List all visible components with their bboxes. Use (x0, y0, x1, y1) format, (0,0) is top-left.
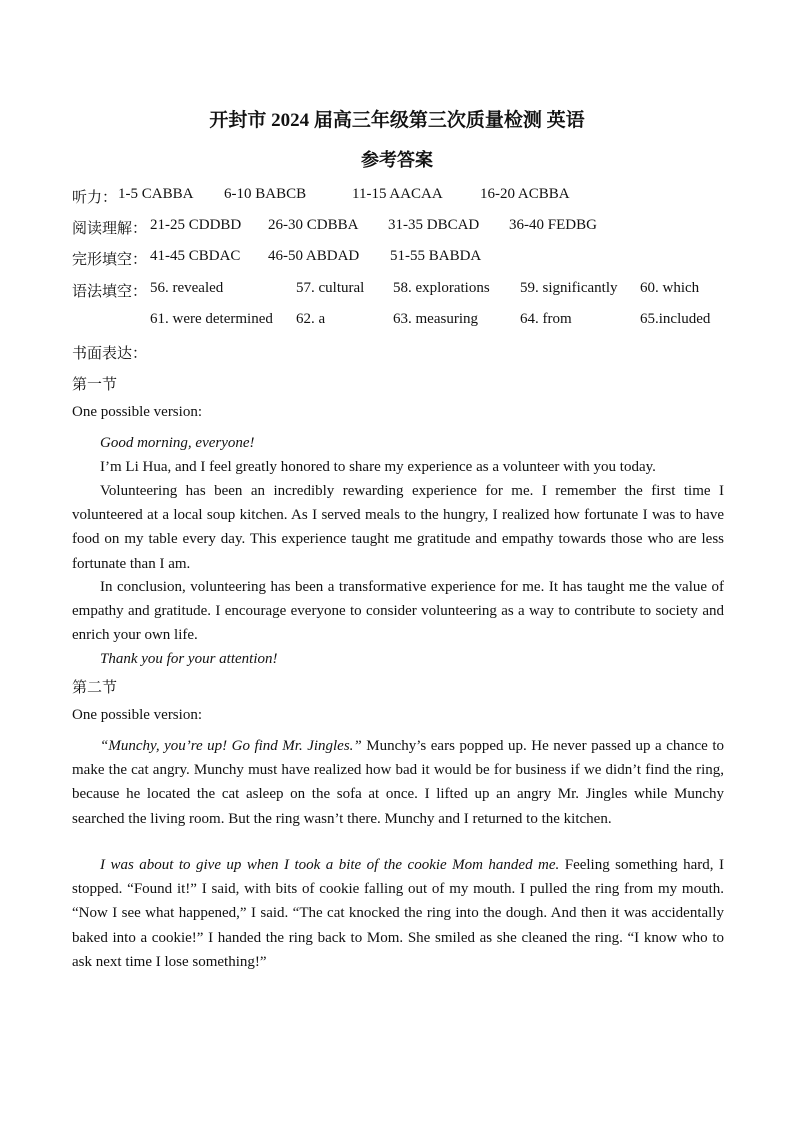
section2-paragraph-lead: I was about to give up when I took a bite of the cookie Mom handed me. (100, 857, 560, 873)
grammar-answer: 56. revealed (150, 280, 224, 296)
section1-paragraph: Volunteering has been an incredibly rewarding experience for me. I remember the first time I volunteered at a local soup kitchen. As I served meals to the hungry, I realized how fortunate I was to have food on my table every day. This experience taught me gratitude and empathy towards those who are less fortunate than I am. (72, 483, 724, 572)
grammar-answer: 58. explorations (393, 280, 490, 296)
grammar-answer: 57. cultural (296, 280, 365, 296)
answer-group: 41-45 CBDAC (150, 248, 241, 264)
section2-paragraph (72, 853, 724, 974)
answer-group: 11-15 AACAA (352, 186, 443, 202)
section1-version-label: One possible version: (72, 404, 202, 420)
page-title: 开封市 2024 届高三年级第三次质量检测 英语 (209, 110, 585, 131)
answer-group: 21-25 CDDBD (150, 217, 242, 233)
grammar-answer: 59. significantly (520, 280, 618, 296)
answer-group: 31-35 DBCAD (388, 217, 480, 233)
reading-label: 阅读理解： (72, 221, 148, 237)
answer-group: 36-40 FEDBG (509, 217, 597, 233)
grammar-answer: 64. from (520, 311, 572, 327)
grammar-answer: 62. a (296, 311, 326, 327)
section1-paragraph: I’m Li Hua, and I feel greatly honored to share my experience as a volunteer with you today. (100, 459, 656, 475)
grammar-label: 语法填空： (72, 284, 148, 300)
answer-group: 46-50 ABDAD (268, 248, 360, 264)
answer-group: 51-55 BABDA (390, 248, 482, 264)
answer-group: 6-10 BABCB (224, 186, 307, 202)
section2-paragraph (72, 734, 724, 831)
writing-label: 书面表达： (72, 346, 148, 362)
grammar-answer: 60. which (640, 280, 700, 296)
section2-version-label: One possible version: (72, 707, 202, 723)
listening-label: 听力： (72, 190, 118, 206)
cloze-label: 完形填空： (72, 252, 148, 268)
section1-paragraph: In conclusion, volunteering has been a transformative experience for me. It has taught me the value of empathy and gratitude. I encourage everyone to consider volunteering as a way to contribute to society and enrich your own life. (72, 579, 724, 644)
section2-paragraph-lead: “Munchy, you’re up! Go find Mr. Jingles.” (100, 738, 362, 754)
section2-paragraph-rest: Feeling something hard, I stopped. “Found it!” I said, with bits of cookie falling out of my mouth. I pulled the ring from my mouth. “Now I see what happened,” I said. “The cat knocked the ring into the dough. And then it was accidentally baked into a cookie!” I handed the ring back to Mom. She smiled as she cleaned the ring. “I know who to ask next time I lose something!” (72, 857, 724, 970)
answer-group: 16-20 ACBBA (480, 186, 570, 202)
grammar-answer: 61. were determined (150, 311, 273, 327)
grammar-answer: 65.included (640, 311, 711, 327)
page-subtitle: 参考答案 (361, 150, 433, 170)
section1-greeting: Good morning, everyone! (100, 435, 255, 451)
answer-group: 1-5 CABBA (118, 186, 194, 202)
section1-closing: Thank you for your attention! (100, 651, 278, 667)
section1-label: 第一节 (72, 377, 118, 393)
section2-label: 第二节 (72, 680, 118, 696)
answer-group: 26-30 CDBBA (268, 217, 359, 233)
grammar-answer: 63. measuring (393, 311, 478, 327)
section2-paragraph-rest: Munchy’s ears popped up. He never passed up a chance to make the cat angry. Munchy must have realized how bad it would be for business if we didn’t find the ring, because he located the cat asleep on the sofa at once. I lifted up an angry Mr. Jingles while Munchy searched the living room. But the ring wasn’t there. Munchy and I returned to the kitchen. (72, 738, 724, 827)
